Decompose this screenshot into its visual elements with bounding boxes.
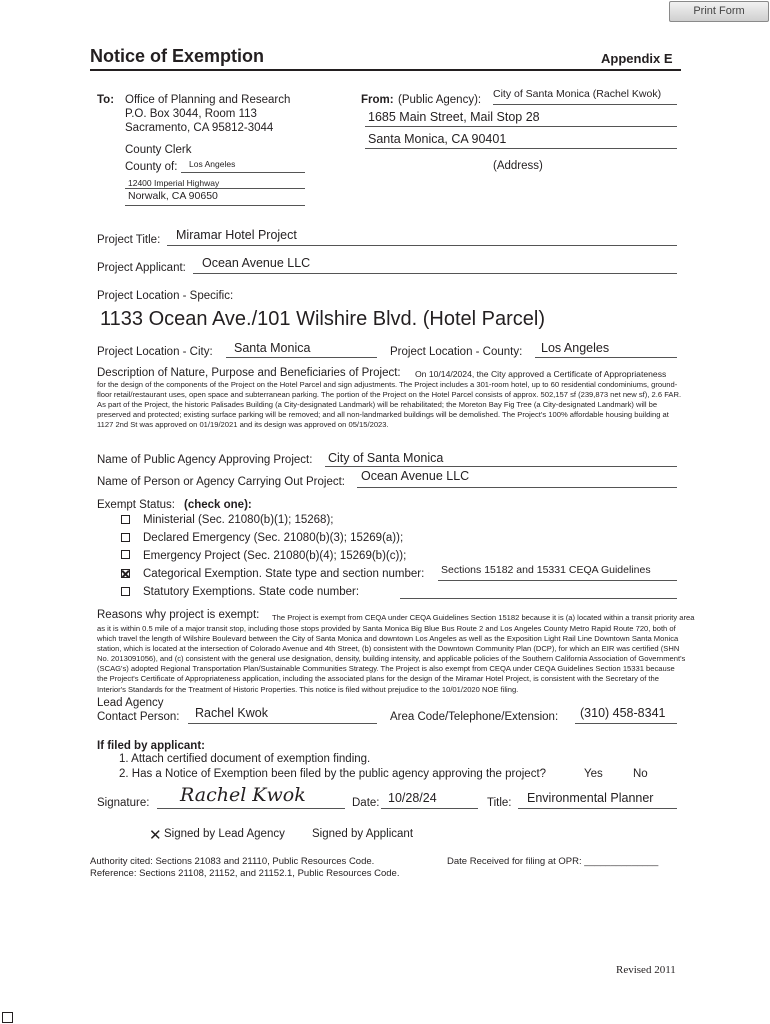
description-first-line[interactable]: On 10/14/2024, the City approved a Certificate of Appropriateness	[415, 369, 667, 379]
clerk-address-rule-2	[125, 205, 305, 206]
exempt-status-label: Exempt Status:	[97, 499, 175, 511]
applicant-item-1: 1. Attach certified document of exemption finding.	[119, 753, 371, 765]
county-of-value[interactable]: Los Angeles	[189, 159, 236, 169]
applicant-item-2: 2. Has a Notice of Exemption been filed by the public agency approving the project?	[119, 768, 547, 780]
phone-line	[575, 723, 677, 724]
clerk-address-line-1[interactable]: 12400 Imperial Highway	[128, 178, 220, 188]
approving-agency-value[interactable]: City of Santa Monica	[328, 451, 444, 465]
ministerial-label: Ministerial (Sec. 21080(b)(1); 15268);	[143, 514, 334, 526]
ministerial-checkbox[interactable]	[121, 515, 130, 524]
signature-line	[157, 808, 345, 809]
contact-person-line	[188, 723, 377, 724]
project-title-label: Project Title:	[97, 234, 161, 246]
from-address-rule-1	[365, 126, 677, 127]
location-county-value[interactable]: Los Angeles	[541, 341, 610, 355]
public-agency-label: (Public Agency):	[398, 94, 482, 106]
categorical-exemption-label: Categorical Exemption. State type and section number:	[143, 568, 425, 580]
clerk-address-rule-1	[125, 188, 305, 189]
location-city-label: Project Location - City:	[97, 346, 213, 358]
address-caption: (Address)	[493, 160, 543, 172]
categorical-exemption-line	[438, 580, 677, 581]
to-line-2: P.O. Box 3044, Room 113	[125, 108, 257, 120]
location-county-line	[535, 357, 677, 358]
categorical-exemption-checkbox[interactable]	[121, 569, 130, 578]
phone-label: Area Code/Telephone/Extension:	[390, 711, 559, 723]
location-specific-label: Project Location - Specific:	[97, 290, 234, 302]
public-agency-line	[493, 104, 677, 105]
applicant-no-option[interactable]: No	[633, 768, 648, 780]
approving-agency-label: Name of Public Agency Approving Project:	[97, 454, 313, 466]
project-title-line	[167, 245, 677, 246]
clerk-address-line-2[interactable]: Norwalk, CA 90650	[128, 190, 218, 202]
county-clerk-label: County Clerk	[125, 144, 192, 156]
location-county-label: Project Location - County:	[390, 346, 523, 358]
reference-text: Reference: Sections 21108, 21152, and 21152.1, Public Resources Code.	[90, 868, 400, 879]
public-agency-value[interactable]: City of Santa Monica (Rachel Kwok)	[493, 88, 662, 100]
from-label: From:	[361, 94, 394, 106]
print-form-button[interactable]: Print Form	[669, 1, 769, 22]
signature-label: Signature:	[97, 797, 150, 809]
signed-by-applicant-label: Signed by Applicant	[312, 828, 414, 840]
lead-agency-label: Lead Agency	[97, 697, 164, 709]
appendix-label: Appendix E	[601, 51, 673, 66]
signed-by-lead-agency-label: Signed by Lead Agency	[164, 828, 285, 840]
reasons-text[interactable]: as it is within 0.5 mile of a major transit stop, including those stops provided by Santa Monica Big Blue Bus Route 2 and Los Angeles County Metro Rapid Route 720, both of which travel the length of Wilshire Boulevard between the City of Santa Monica and downtown Los Angeles as well as the Exposition Light Rail Line Downtown Santa Monica station, which is located at the intersection of Colorado Avenue and 4th Street, (b) consistent with the Downtown Community Plan (DCP), for which an EIR was certified (SHN No. 2013091056), and (c) consistent with the general use designation, density, building intensity, and applicable policies of the Southern California Association of Government's (SCAG's) adopted Regional Transportation Plan/Sustainable Communities Strategy. The Project is also exempt from CEQA under CEQA Guidelines Section 15331 because the Project's Certificate of Appropriateness application, including the associated plans for the design of the Miramar Hotel Project, is consistent with the Secretary of the Interior's Standards for the Treatment of Historic Properties. This notice is filed without prejudice to the 10/01/2020 NOE filing.	[97, 624, 686, 694]
carrying-out-line	[357, 487, 677, 488]
to-line-1: Office of Planning and Research	[125, 94, 291, 106]
from-address-rule-2	[365, 148, 677, 149]
location-city-line	[226, 357, 377, 358]
description-text[interactable]: for the design of the components of the Project on the Hotel Parcel and sign adjustments. The Project includes a 301-room hotel, up to 60 residential condominiums, ground-floor retail/restaurant uses, open space and subterranean parking. The portion of the Project on the Hotel Parcel consists of approx. 502,157 sf (239,873 net new sf), 2.6 FAR. As part of the Project, the historic Palisades Building (a City-designated Landmark) will be rehabilitated; the Moreton Bay Fig Tree (a City-designated Landmark) will be preserved and protected; existing surface parking will be removed; and all non-landmarked buildings will be demolished. The Project's 100% affordable housing building at 1127 2nd St was approved on 01/19/2021 and its design was approved on 05/15/2023.	[97, 380, 682, 430]
applicant-yes-option[interactable]: Yes	[584, 768, 603, 780]
contact-person-label: Contact Person:	[97, 711, 180, 723]
title-label: Title:	[487, 797, 512, 809]
date-line	[381, 808, 478, 809]
statutory-exemption-checkbox[interactable]	[121, 587, 130, 596]
to-label: To:	[97, 94, 115, 106]
authority-cited: Authority cited: Sections 21083 and 21110, Public Resources Code.	[90, 856, 375, 867]
approving-agency-line	[325, 466, 677, 467]
carrying-out-value[interactable]: Ocean Avenue LLC	[361, 469, 470, 483]
check-one-label: (check one):	[184, 499, 252, 511]
date-received-opr: Date Received for filing at OPR: ______________	[447, 856, 659, 867]
project-applicant-line	[193, 273, 677, 274]
statutory-exemption-line	[400, 598, 677, 599]
project-title-value[interactable]: Miramar Hotel Project	[176, 228, 297, 242]
carrying-out-label: Name of Person or Agency Carrying Out Project:	[97, 476, 345, 488]
county-of-line	[181, 172, 305, 173]
contact-person-value[interactable]: Rachel Kwok	[195, 706, 268, 720]
description-label: Description of Nature, Purpose and Beneficiaries of Project:	[97, 367, 401, 379]
page-title: Notice of Exemption	[90, 46, 265, 66]
from-address-line-1[interactable]: 1685 Main Street, Mail Stop 28	[368, 110, 540, 124]
from-address-line-2[interactable]: Santa Monica, CA 90401	[368, 132, 507, 146]
categorical-exemption-value[interactable]: Sections 15182 and 15331 CEQA Guidelines	[441, 564, 651, 576]
reasons-label: Reasons why project is exempt:	[97, 609, 260, 621]
emergency-project-label: Emergency Project (Sec. 21080(b)(4); 15269(b)(c));	[143, 550, 407, 562]
statutory-exemption-label: Statutory Exemptions. State code number:	[143, 586, 360, 598]
project-applicant-label: Project Applicant:	[97, 262, 186, 274]
emergency-project-checkbox[interactable]	[121, 550, 130, 559]
title-value[interactable]: Environmental Planner	[527, 791, 654, 805]
reasons-first-line[interactable]: The Project is exempt from CEQA under CEQA Guidelines Section 15182 because it is (a) located within a transit priority area	[272, 613, 695, 622]
county-of-label: County of:	[125, 161, 178, 173]
location-city-value[interactable]: Santa Monica	[234, 341, 311, 355]
location-specific-value[interactable]: 1133 Ocean Ave./101 Wilshire Blvd. (Hotel Parcel)	[100, 308, 546, 330]
to-line-3: Sacramento, CA 95812-3044	[125, 122, 274, 134]
filed-by-applicant-heading: If filed by applicant:	[97, 740, 205, 752]
project-applicant-value[interactable]: Ocean Avenue LLC	[202, 256, 311, 270]
title-line	[518, 808, 677, 809]
signed-lead-mark-icon[interactable]: ✕	[149, 827, 162, 844]
corner-checkbox[interactable]	[2, 1012, 13, 1023]
phone-value[interactable]: (310) 458-8341	[580, 706, 666, 720]
revised-note: Revised 2011	[616, 964, 676, 976]
header-rule	[90, 69, 681, 71]
signature-image[interactable]: Rachel Kwok	[180, 784, 306, 806]
date-label: Date:	[352, 797, 380, 809]
declared-emergency-label: Declared Emergency (Sec. 21080(b)(3); 15269(a));	[143, 532, 404, 544]
date-value[interactable]: 10/28/24	[388, 791, 437, 805]
declared-emergency-checkbox[interactable]	[121, 533, 130, 542]
